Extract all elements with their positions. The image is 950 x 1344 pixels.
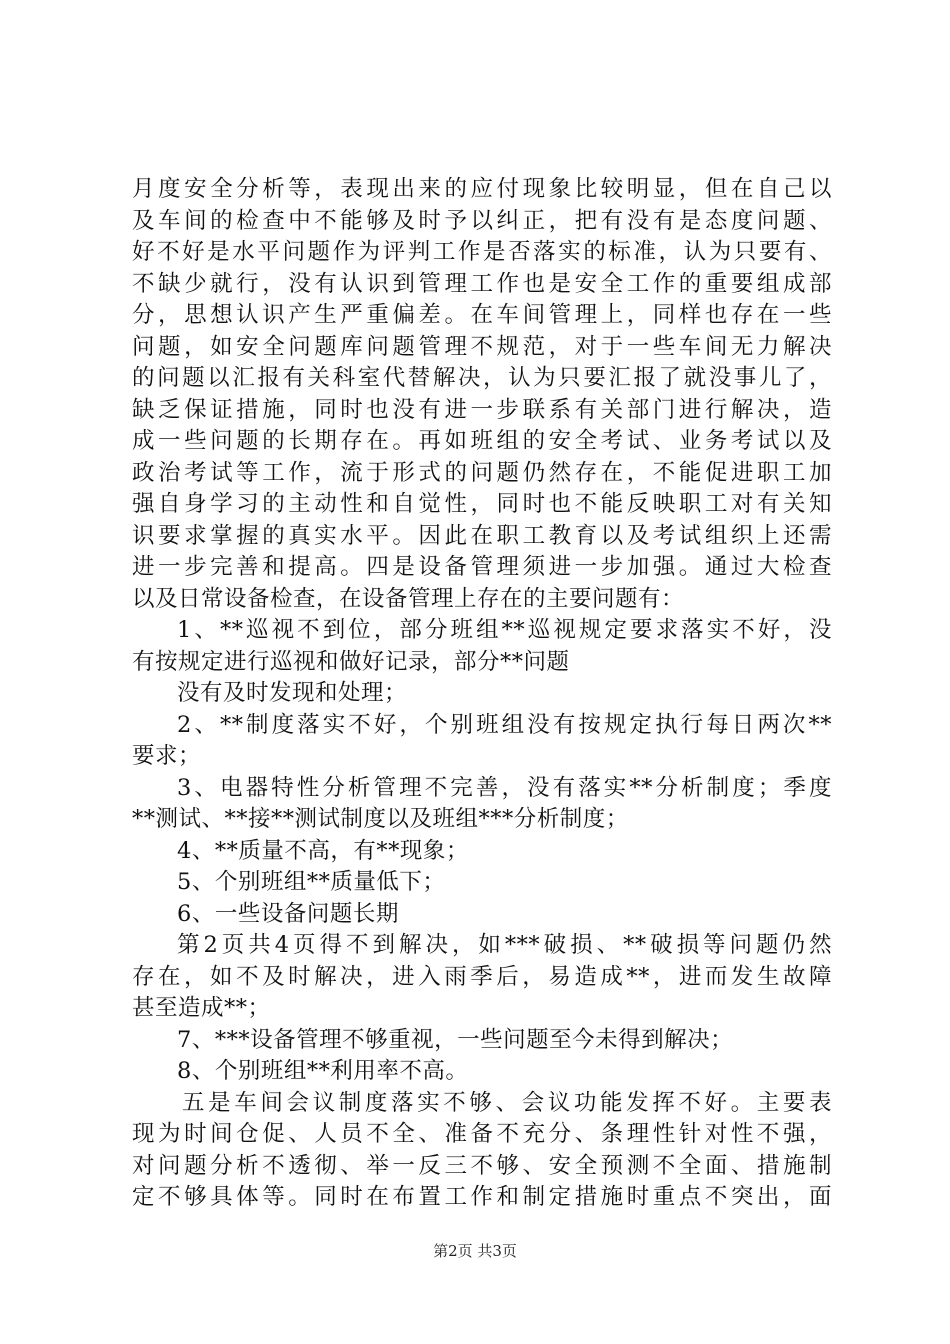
text-line: 问题，如安全问题库问题管理不规范，对于一些车间无力解决 — [132, 333, 832, 360]
text-line: 有按规定进行巡视和做好记录，部分**问题 — [132, 648, 570, 675]
text-line: 缺乏保证措施，同时也没有进一步联系有关部门进行解决，造 — [132, 396, 832, 423]
list-item: 8、个别班组**利用率不高。 — [177, 1058, 469, 1084]
text-line: 及车间的检查中不能够及时予以纠正，把有没有是态度问题、 — [132, 207, 832, 234]
text-line: 存在，如不及时解决，进入雨季后，易造成**，进而发生故障 — [132, 963, 832, 990]
list-item: 4、**质量不高，有**现象； — [177, 837, 469, 864]
text-line: 好不好是水平问题作为评判工作是否落实的标准，认为只要有、 — [132, 239, 832, 265]
text-line: 五是车间会议制度落实不够、会议功能发挥不好。主要表 — [182, 1089, 832, 1116]
text-line: 识要求掌握的真实水平。因此在职工教育以及考试组织上还需 — [132, 522, 832, 549]
list-item: 1、**巡视不到位，部分班组**巡视规定要求落实不好，没 — [177, 617, 832, 643]
text-line: 分，思想认识产生严重偏差。在车间管理上，同样也存在一些 — [132, 302, 832, 328]
list-item: 5、个别班组**质量低下； — [177, 869, 446, 895]
text-line: 强自身学习的主动性和自觉性，同时也不能反映职工对有关知 — [132, 491, 832, 517]
document-body — [132, 174, 832, 1214]
text-line: **测试、**接**测试制度以及班组***分析制度； — [132, 806, 629, 832]
list-item: 3、电器特性分析管理不完善，没有落实**分析制度；季度 — [177, 774, 832, 801]
text-line: 月度安全分析等，表现出来的应付现象比较明显，但在自己以 — [132, 176, 832, 202]
text-line: 不缺少就行，没有认识到管理工作也是安全工作的重要组成部 — [132, 270, 832, 297]
text-line: 政治考试等工作，流于形式的问题仍然存在，不能促进职工加 — [132, 459, 832, 486]
text-line: 对问题分析不透彻、举一反三不够、安全预测不全面、措施制 — [132, 1152, 832, 1179]
text-line: 现为时间仓促、人员不全、准备不充分、条理性针对性不强， — [132, 1121, 832, 1147]
text-line: 甚至造成**； — [132, 995, 271, 1021]
list-item: 7、***设备管理不够重视，一些问题至今未得到解决； — [177, 1026, 734, 1053]
list-item: 6、一些设备问题长期 — [177, 900, 399, 927]
text-line: 的问题以汇报有关科室代替解决，认为只要汇报了就没事儿了， — [132, 365, 832, 391]
text-line: 成一些问题的长期存在。再如班组的安全考试、业务考试以及 — [132, 428, 832, 454]
text-line: 以及日常设备检查，在设备管理上存在的主要问题有： — [132, 585, 685, 612]
text-line: 第2页共4页得不到解决，如***破损、**破损等问题仍然 — [177, 932, 832, 958]
text-line: 进一步完善和提高。四是设备管理须进一步加强。通过大检查 — [132, 554, 832, 580]
text-line: 定不够具体等。同时在布置工作和制定措施时重点不突出，面 — [132, 1184, 832, 1210]
text-line: 没有及时发现和处理； — [177, 680, 408, 706]
text-line: 要求； — [132, 743, 202, 769]
list-item: 2、**制度落实不好，个别班组没有按规定执行每日两次** — [177, 711, 832, 738]
page-footer: 第2页 共3页 — [433, 1242, 517, 1260]
